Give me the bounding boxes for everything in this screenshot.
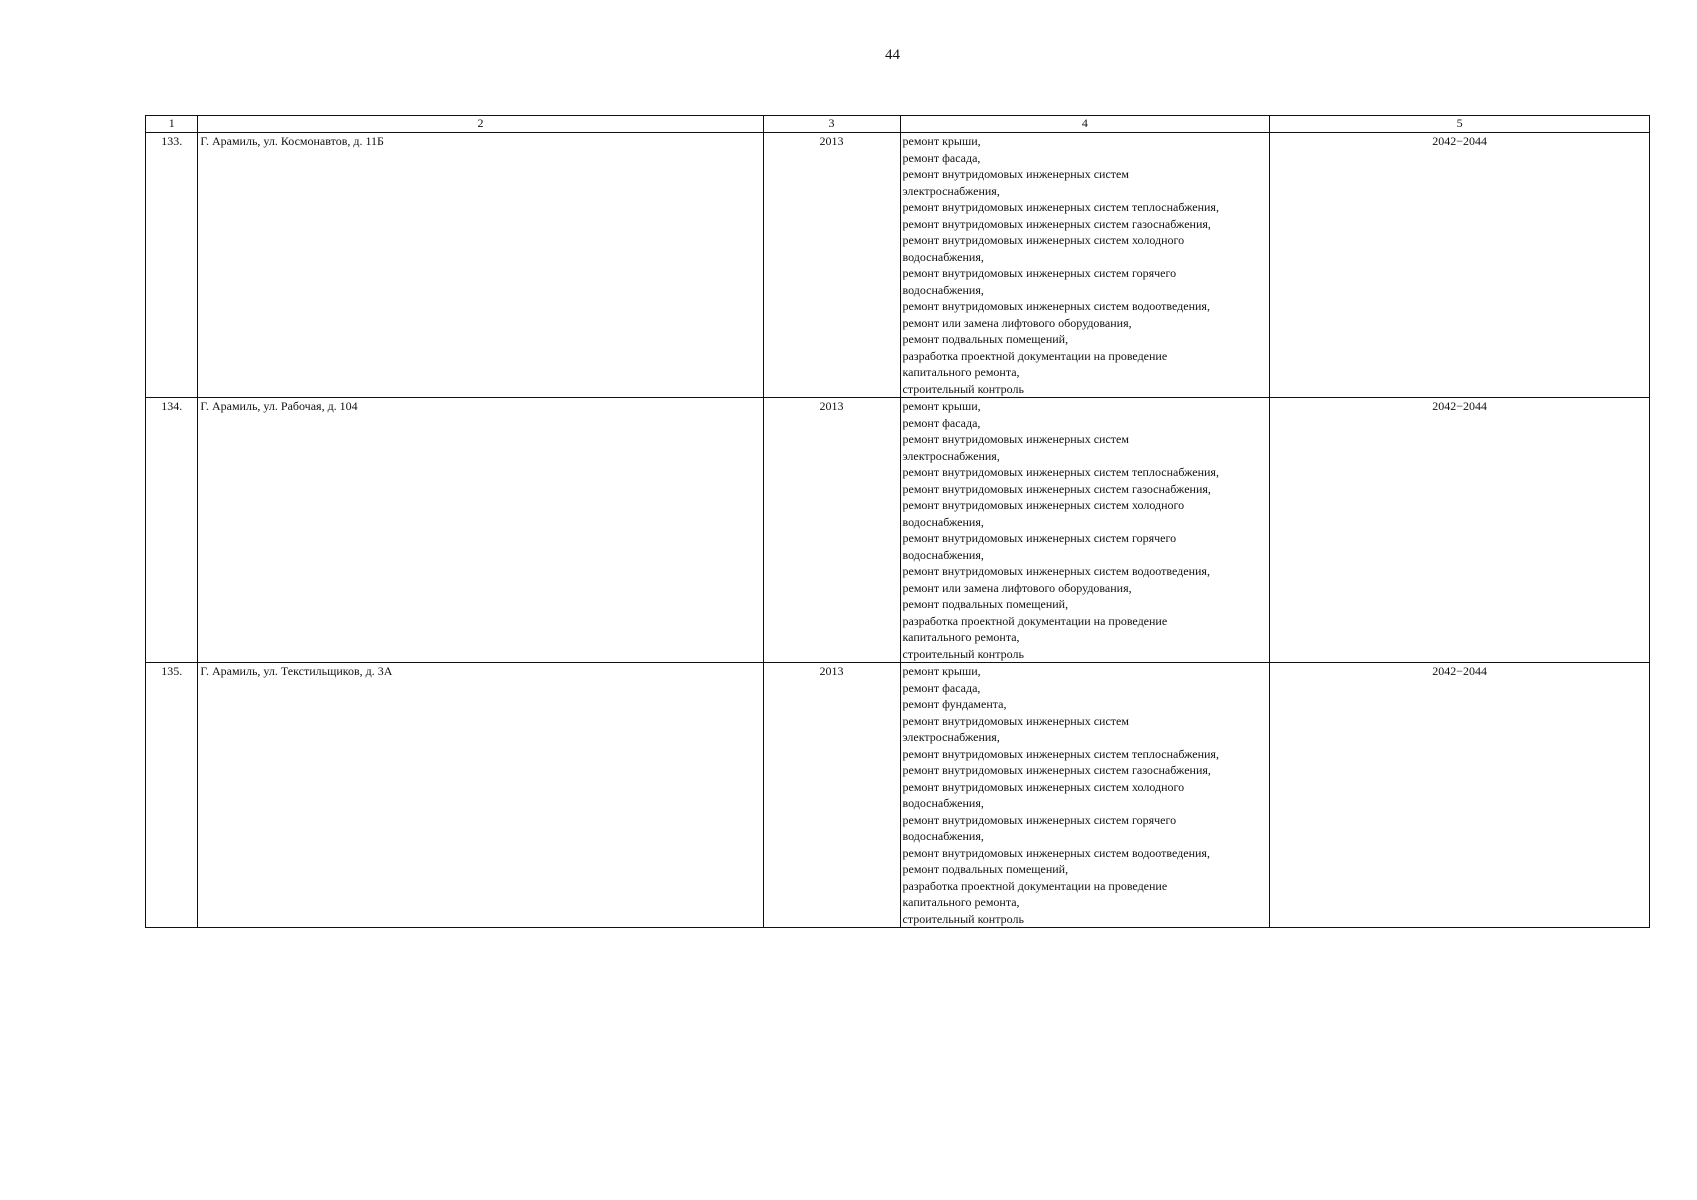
work-item: ремонт или замена лифтового оборудования, [902, 315, 1132, 330]
work-item: электроснабжения, [902, 448, 1000, 463]
work-item: капитального ремонта, [902, 365, 1020, 379]
work-item: ремонт внутридомовых инженерных систем водоотведения, [902, 564, 1210, 578]
period-cell: 2042−2044 [1270, 663, 1650, 928]
address-cell: Г. Арамиль, ул. Текстильщиков, д. 3А [198, 663, 763, 928]
table-row [146, 663, 1650, 928]
work-item: ремонт внутридомовых инженерных систем газоснабжения, [902, 216, 1211, 231]
header-col-2: 2 [198, 116, 763, 133]
work-item: водоснабжения, [902, 547, 984, 562]
table-body [146, 133, 1650, 928]
table-row [146, 133, 1650, 398]
work-item: электроснабжения, [902, 183, 1000, 198]
header-col-1: 1 [146, 116, 198, 133]
work-item: ремонт внутридомовых инженерных систем [902, 167, 1129, 181]
work-item: ремонт внутридомовых инженерных систем холодного [902, 498, 1185, 512]
work-item: водоснабжения, [902, 829, 984, 843]
year-cell: 2013 [763, 133, 900, 398]
work-item: ремонт внутридомовых инженерных систем водоотведения, [902, 845, 1210, 860]
table-header [146, 116, 1650, 133]
work-item: ремонт внутридомовых инженерных систем теплоснабжения, [902, 746, 1219, 761]
works-cell [900, 398, 1270, 663]
address-cell: Г. Арамиль, ул. Космонавтов, д. 11Б [198, 133, 763, 398]
work-item: ремонт подвальных помещений, [902, 597, 1069, 611]
work-item: строительный контроль [902, 646, 1024, 661]
work-item: ремонт внутридомовых инженерных систем горячего [902, 266, 1177, 280]
works-cell [900, 133, 1270, 398]
work-item: строительный контроль [902, 381, 1024, 396]
work-item: ремонт внутридомовых инженерных систем газоснабжения, [902, 763, 1211, 777]
year-cell: 2013 [763, 663, 900, 928]
work-item: ремонт фасада, [902, 415, 981, 430]
work-item: водоснабжения, [902, 514, 984, 529]
work-item: ремонт внутридомовых инженерных систем водоотведения, [902, 299, 1210, 313]
work-item: ремонт внутридомовых инженерных систем горячего [902, 531, 1177, 545]
work-item: ремонт фасада, [902, 680, 981, 695]
works-cell [900, 663, 1270, 928]
work-item: ремонт внутридомовых инженерных систем теплоснабжения, [902, 200, 1219, 214]
header-col-5: 5 [1270, 116, 1650, 133]
work-item: ремонт крыши, [902, 399, 981, 413]
work-item: ремонт внутридомовых инженерных систем холодного [902, 779, 1185, 794]
period-cell: 2042−2044 [1270, 398, 1650, 663]
work-item: водоснабжения, [902, 282, 984, 297]
work-item: ремонт фундамента, [902, 697, 1007, 711]
work-item: ремонт внутридомовых инженерных систем газоснабжения, [902, 481, 1211, 496]
work-item: разработка проектной документации на проведение [902, 613, 1168, 628]
work-item: ремонт внутридомовых инженерных систем [902, 432, 1129, 446]
header-col-3: 3 [763, 116, 900, 133]
work-item: разработка проектной документации на проведение [902, 878, 1168, 893]
row-number: 134. [146, 398, 198, 663]
work-item: ремонт фасада, [902, 150, 981, 165]
work-item: ремонт подвальных помещений, [902, 862, 1069, 876]
work-item: ремонт внутридомовых инженерных систем холодного [902, 233, 1185, 247]
work-item: ремонт крыши, [902, 134, 981, 148]
work-item: ремонт внутридомовых инженерных систем теплоснабжения, [902, 465, 1219, 479]
work-item: ремонт внутридомовых инженерных систем [902, 713, 1129, 728]
table-row [146, 398, 1650, 663]
page-number: 44 [885, 47, 900, 63]
work-item: разработка проектной документации на проведение [902, 348, 1168, 363]
work-item: водоснабжения, [902, 796, 984, 810]
work-item: электроснабжения, [902, 730, 1000, 744]
work-item: ремонт или замена лифтового оборудования, [902, 580, 1132, 595]
row-number: 133. [146, 133, 198, 398]
work-item: строительный контроль [902, 911, 1024, 926]
address-cell: Г. Арамиль, ул. Рабочая, д. 104 [198, 398, 763, 663]
row-number: 135. [146, 663, 198, 928]
work-item: ремонт крыши, [902, 664, 981, 678]
work-item: ремонт подвальных помещений, [902, 332, 1069, 346]
work-item: капитального ремонта, [902, 630, 1020, 644]
header-row [146, 116, 1650, 133]
work-item: ремонт внутридомовых инженерных систем горячего [902, 812, 1177, 827]
header-col-4: 4 [900, 116, 1270, 133]
work-item: водоснабжения, [902, 249, 984, 264]
repair-schedule-table [145, 115, 1650, 928]
year-cell: 2013 [763, 398, 900, 663]
work-item: капитального ремонта, [902, 895, 1020, 909]
period-cell: 2042−2044 [1270, 133, 1650, 398]
